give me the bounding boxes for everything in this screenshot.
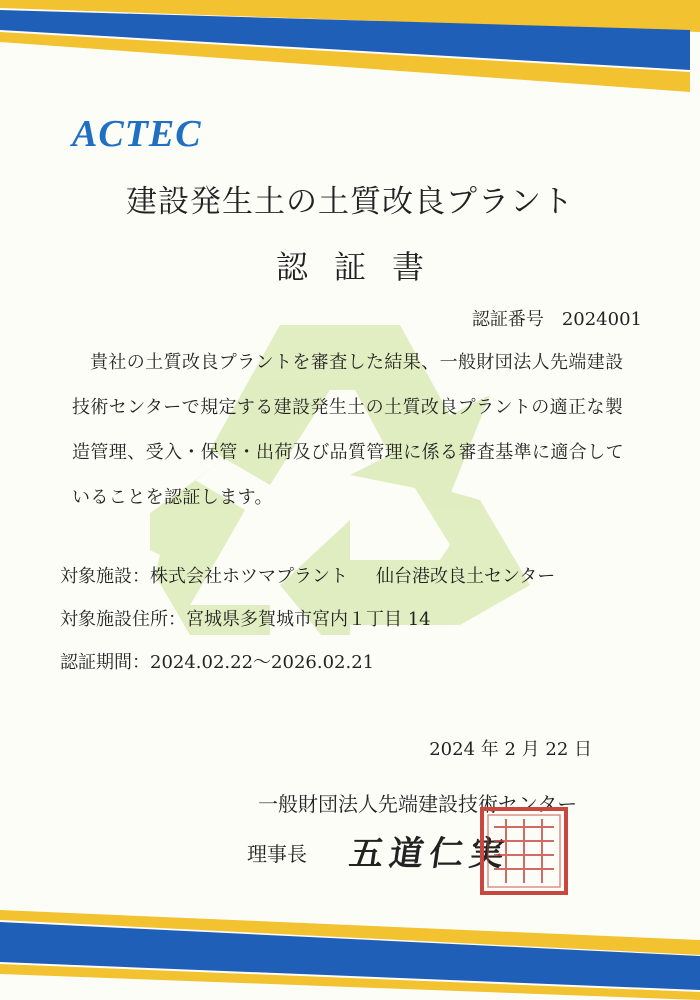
certification-statement: 貴社の土質改良プラントを審査した結果、一般財団法人先端建設技術センターで規定する建設発生土の土質改良プラントの適正な製造管理、受入・保管・出荷及び品質管理に係る審査基準に適合していることを認証します。 (72, 352, 624, 508)
facility-company: 株式会社ホツマプラント (150, 566, 348, 587)
issuer-role: 理事長 (247, 842, 307, 866)
address-value: 宮城県多賀城市宮内１丁目 14 (186, 609, 431, 630)
address-row (60, 605, 431, 631)
issue-date: 2024 年 2 月 22 日 (429, 739, 592, 760)
official-seal-stamp (478, 805, 570, 897)
top-decorative-band (0, 0, 700, 115)
bottom-decorative-band (0, 900, 700, 1000)
document-type-heading: 認証書 (275, 248, 450, 286)
facility-label: 対象施設： (60, 566, 150, 587)
certificate-number-value: 2024001 (561, 309, 642, 330)
issuer-organization: 一般財団法人先端建設技術センター (258, 792, 578, 816)
certificate-number-label: 認証番号 (471, 309, 544, 330)
facility-row (60, 562, 555, 588)
period-row (60, 648, 374, 674)
actec-logo: ACTEC (72, 113, 202, 155)
address-label: 対象施設住所： (60, 609, 186, 630)
certificate-title: 建設発生土の土質改良プラント (126, 184, 574, 220)
period-label: 認証期間： (60, 652, 150, 673)
facility-site: 仙台港改良土センター (376, 566, 556, 587)
issuer-signature: 五道仁実 (346, 834, 513, 874)
certificate-number (472, 305, 642, 331)
period-value: 2024.02.22～2026.02.21 (150, 652, 375, 673)
